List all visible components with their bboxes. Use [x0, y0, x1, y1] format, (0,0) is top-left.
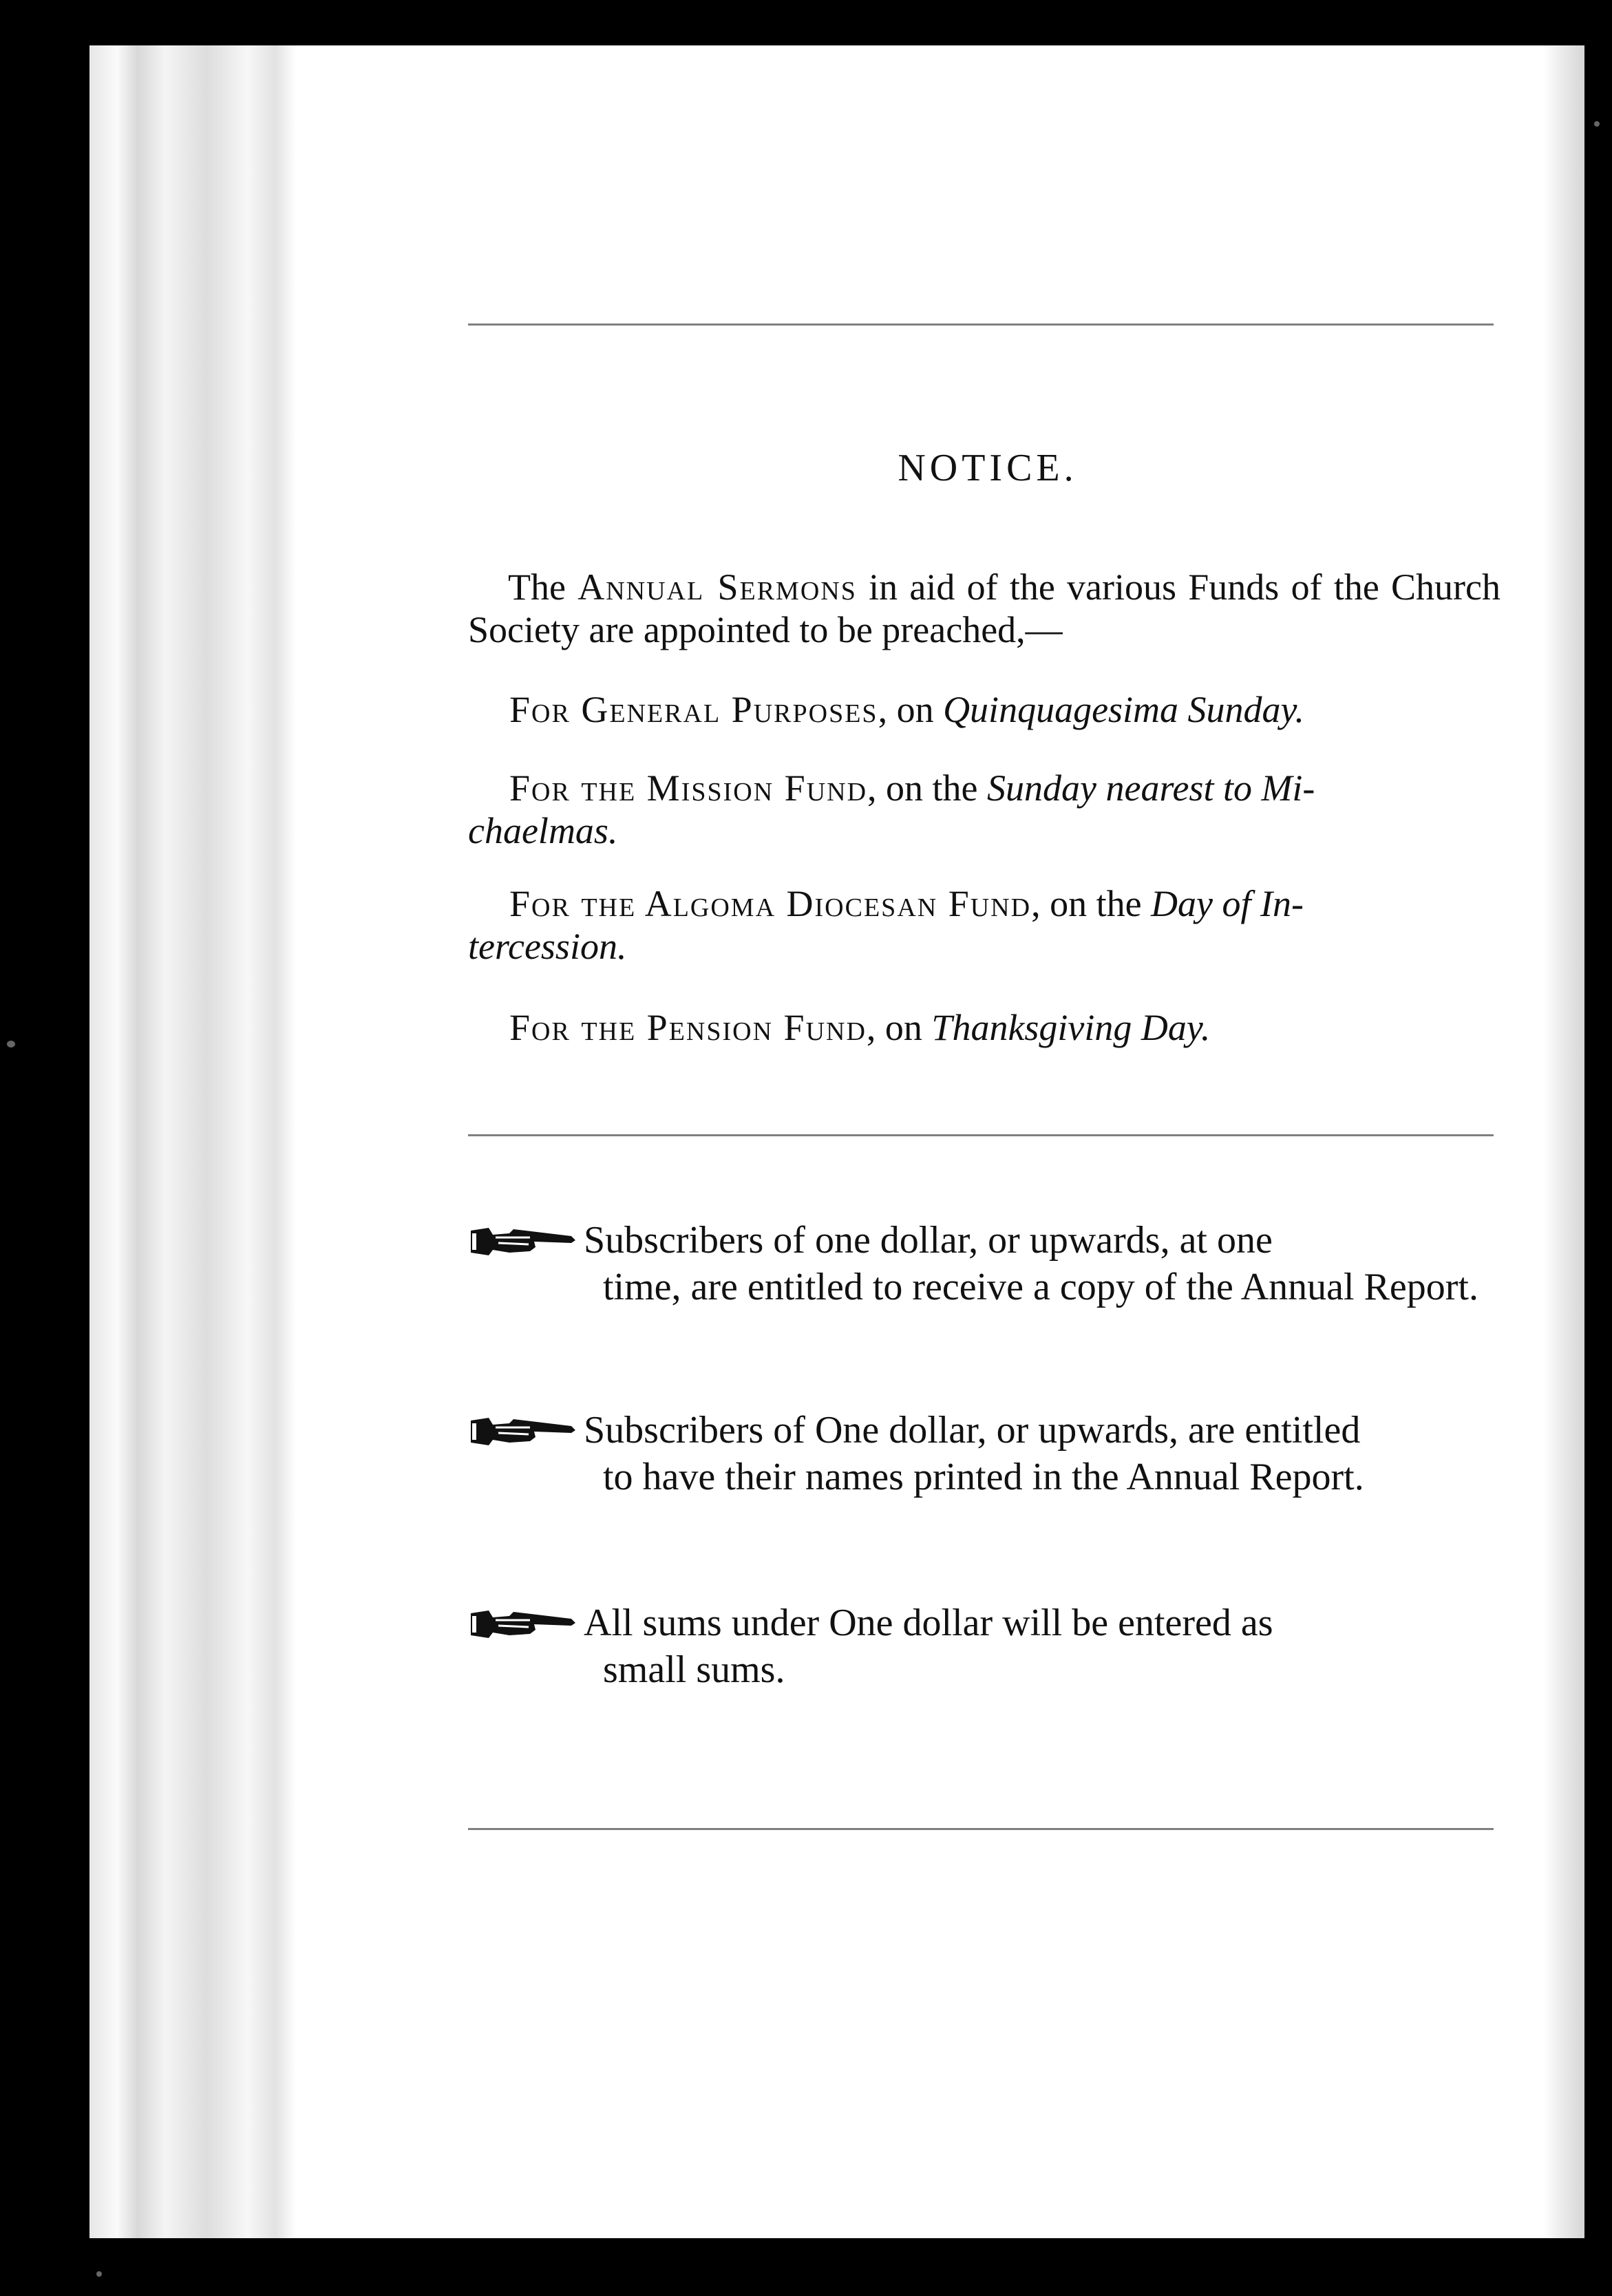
note-body: to have their names printed in the Annual Report. [603, 1456, 1364, 1498]
fund-label: For the Algoma Diocesan Fund [509, 883, 1032, 924]
scan-speck [1594, 121, 1600, 127]
page-edge-shadow [1543, 45, 1584, 2238]
page-stack [89, 45, 1584, 2238]
subscriber-note [468, 1407, 1500, 1500]
fund-day: Quinquagesima Sunday. [943, 689, 1305, 730]
fund-day: Sunday nearest to Mi- [987, 767, 1315, 809]
note-first-line: Subscribers of one dollar, or upwards, at one [584, 1219, 1273, 1262]
fund-day: Day of In- [1151, 883, 1304, 924]
fund-label: For the Pension Fund [509, 1007, 867, 1048]
fund-line [468, 767, 1500, 852]
intro-pre: The [508, 566, 578, 608]
note-body: small sums. [603, 1648, 785, 1691]
note-first-line: All sums under One dollar will be entered as [584, 1602, 1273, 1644]
intro-small-caps: Annual Sermons [577, 566, 857, 608]
horizontal-rule [468, 1134, 1494, 1136]
fund-connector: , on [866, 1007, 932, 1048]
fund-line [509, 688, 1500, 731]
pointing-hand-icon [468, 1604, 578, 1642]
notice-intro [468, 566, 1500, 651]
fund-day: Thanksgiving Day. [931, 1007, 1211, 1048]
horizontal-rule [468, 323, 1494, 326]
note-first-line: Subscribers of One dollar, or upwards, are entitled [584, 1409, 1361, 1452]
intro-post: in aid of the various Funds of the Church Society are appointed to be preached,— [468, 566, 1501, 650]
subscriber-note [468, 1599, 1500, 1693]
fund-connector: , on [878, 689, 944, 730]
scan-speck [7, 1041, 15, 1048]
fund-label: For the Mission Fund [509, 767, 868, 809]
horizontal-rule [468, 1828, 1494, 1830]
subscriber-note [468, 1217, 1500, 1310]
fund-connector: , on the [1031, 883, 1152, 924]
fund-connector: , on the [867, 767, 988, 809]
fund-label: For General Purposes [509, 689, 878, 730]
fund-line [468, 882, 1500, 968]
pointing-hand-icon [468, 1411, 578, 1449]
fund-day-continued: chaelmas. [468, 810, 618, 851]
fund-day-continued: tercession. [468, 926, 627, 967]
fund-line [509, 1006, 1500, 1049]
notice-title: NOTICE. [898, 447, 1078, 489]
note-body: time, are entitled to receive a copy of the Annual Report. [603, 1266, 1478, 1308]
pointing-hand-icon [468, 1221, 578, 1259]
scan-speck [96, 2271, 102, 2277]
